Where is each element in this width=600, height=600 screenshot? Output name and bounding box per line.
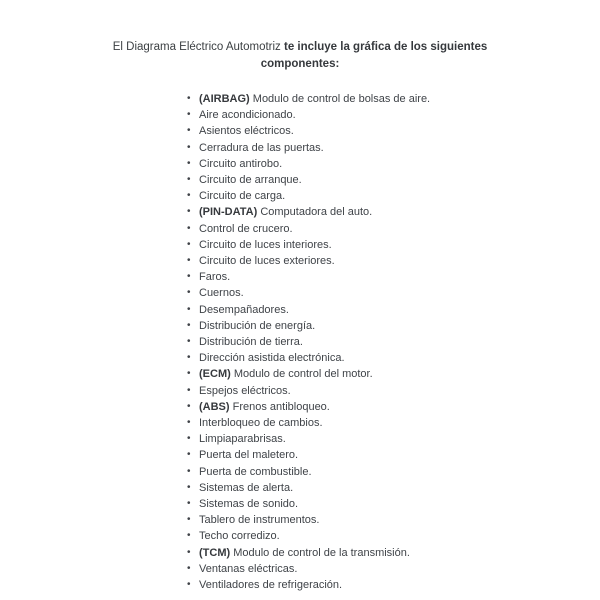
component-label: Circuito de arranque. (199, 174, 302, 187)
list-item (199, 528, 430, 544)
list-item (199, 204, 430, 220)
list-item (199, 253, 430, 269)
list-item (199, 545, 430, 561)
component-label: Sistemas de sonido. (199, 498, 299, 511)
component-label: Computadora del auto. (260, 206, 373, 219)
component-label: Tablero de instrumentos. (199, 514, 320, 527)
component-label: Circuito antirobo. (199, 157, 283, 170)
component-label: Desempañadores. (199, 303, 289, 316)
component-label: Frenos antibloqueo. (232, 400, 330, 413)
list-item (199, 464, 430, 480)
component-label: Cerradura de las puertas. (199, 141, 324, 154)
component-label: Faros. (199, 271, 231, 284)
list-item (199, 415, 430, 431)
list-item (199, 172, 430, 188)
component-label: Circuito de luces exteriores. (199, 255, 335, 268)
list-item (199, 91, 430, 107)
component-label: Espejos eléctricos. (199, 384, 291, 397)
list-item (199, 156, 430, 172)
title-bold-segment: te incluye la gráfica de los siguientes componentes: (260, 41, 488, 70)
component-label: Ventiladores de refrigeración. (199, 579, 343, 592)
component-label: Asientos eléctricos. (199, 125, 294, 138)
component-label: Sistemas de alerta. (199, 481, 294, 494)
component-label: Distribución de tierra. (199, 336, 303, 349)
component-code: (ECM) (199, 368, 231, 381)
component-code: (AIRBAG) (199, 93, 250, 105)
list-item (199, 221, 430, 237)
component-label: Limpiaparabrisas. (199, 433, 286, 446)
component-label: Dirección asistida electrónica. (199, 352, 345, 365)
list-item (199, 285, 430, 301)
component-label: Techo corredizo. (199, 530, 280, 543)
component-label: Cuernos. (199, 287, 244, 300)
list-item (199, 366, 430, 382)
list-item (199, 447, 430, 463)
list-item (199, 237, 430, 253)
list-item (199, 302, 430, 318)
list-item (199, 512, 430, 528)
component-label: Circuito de luces interiores. (199, 238, 332, 251)
list-item (199, 561, 430, 577)
component-label: Control de crucero. (199, 222, 293, 235)
list-item (199, 123, 430, 139)
component-label: Modulo de control de bolsas de aire. (252, 93, 431, 105)
component-code: (TCM) (199, 546, 231, 559)
component-code: (PIN-DATA) (199, 206, 258, 219)
component-label: Puerta de combustible. (199, 465, 312, 478)
list-item (199, 140, 430, 156)
list-item (199, 496, 430, 512)
title-normal-segment: El Diagrama Eléctrico Automotriz (112, 41, 281, 53)
component-label: Aire acondicionado. (199, 109, 296, 122)
component-label: Interbloqueo de cambios. (199, 417, 323, 430)
list-item (199, 431, 430, 447)
component-label: Puerta del maletero. (199, 449, 299, 462)
component-label: Modulo de control del motor. (233, 368, 373, 381)
list-item (199, 269, 430, 285)
component-label: Ventanas eléctricas. (199, 562, 298, 575)
component-label: Distribución de energía. (199, 319, 316, 332)
components-list (199, 91, 430, 593)
list-item (199, 350, 430, 366)
list-item (199, 399, 430, 415)
list-item (199, 334, 430, 350)
list-item (199, 188, 430, 204)
list-item (199, 383, 430, 399)
component-code: (ABS) (199, 400, 230, 413)
list-item (199, 480, 430, 496)
component-label: Modulo de control de la transmisión. (233, 546, 410, 559)
list-item (199, 107, 430, 123)
component-label: Circuito de carga. (199, 190, 286, 203)
list-item (199, 318, 430, 334)
list-item (199, 577, 430, 593)
page-title (110, 39, 490, 73)
